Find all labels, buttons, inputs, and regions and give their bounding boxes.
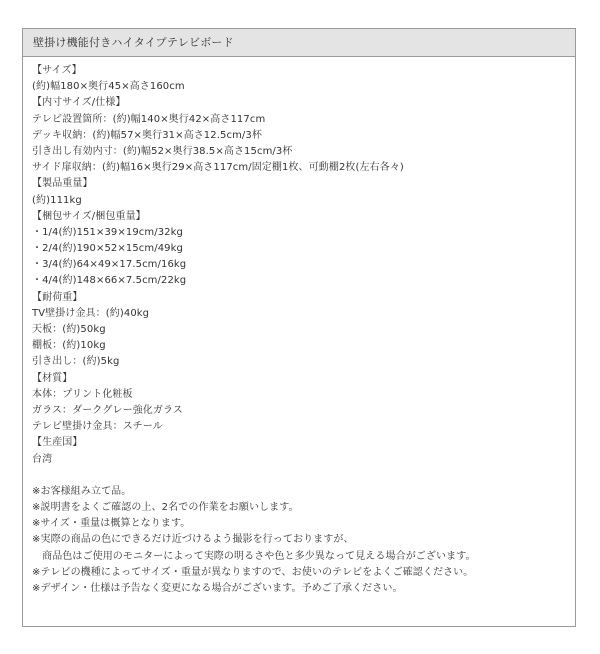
spec-line: デッキ収納：(約)幅57×奥行31×高さ12.5cm/3杯 xyxy=(32,129,262,141)
spec-line: ・1/4(約)151×39×19cm/32kg xyxy=(32,226,183,238)
spec-line: (約)111kg xyxy=(32,194,82,206)
spec-line: テレビ壁掛け金具：スチール xyxy=(32,421,163,433)
spec-line: 天板：(約)50kg xyxy=(32,324,106,335)
note-line: ※テレビの機種によってサイズ・重量が異なりますので、お使いのテレビをよくご確認ください。 xyxy=(32,566,474,578)
spec-line: 本体：プリント化粧板 xyxy=(32,388,133,400)
panel-body xyxy=(23,57,575,597)
spec-line: TV壁掛け金具：(約)40kg xyxy=(32,307,150,319)
note-line: ※デザイン・仕様は予告なく変更になる場合がございます。予めご了承ください。 xyxy=(32,583,403,594)
spec-line: 棚板：(約)10kg xyxy=(32,340,106,352)
spec-list xyxy=(32,63,575,468)
note-line: ※サイズ・重量は概算となります。 xyxy=(32,518,191,530)
spec-line: ・2/4(約)190×52×15cm/49kg xyxy=(32,243,183,255)
spec-line: 【サイズ】 xyxy=(32,65,82,76)
spec-line: 【耐荷重】 xyxy=(32,291,83,303)
note-line: 商品色はご使用のモニターによって実際の明るさや色と多少異なって見える場合がございます。 xyxy=(32,550,476,562)
spec-line: 【製品重量】 xyxy=(32,178,93,190)
spec-line: テレビ設置箇所：(約)幅140×奥行42×高さ117cm xyxy=(32,113,266,125)
spec-line: 台湾 xyxy=(32,453,53,465)
section-gap xyxy=(32,468,575,484)
spec-line: 【内寸サイズ/仕様】 xyxy=(32,97,126,109)
spec-line: サイド扉収納：(約)幅16×奥行29×高さ117cm/固定棚1枚、可動棚2枚(左右各々) xyxy=(32,162,404,174)
notes-list xyxy=(32,484,575,597)
product-spec-panel xyxy=(22,28,576,627)
note-line: ※実際の商品の色にできるだけ近づけるよう撮影を行っておりますが、 xyxy=(32,534,354,546)
spec-line: 引き出し：(約)5kg xyxy=(32,356,120,368)
spec-line: (約)幅180×奥行45×高さ160cm xyxy=(32,81,185,93)
spec-line: ガラス：ダークグレー強化ガラス xyxy=(32,404,183,416)
spec-line: 【材質】 xyxy=(32,372,73,384)
spec-line: 引き出し有効内寸：(約)幅52×奥行38.5×高さ15cm/3杯 xyxy=(32,145,293,157)
note-line: ※お客様組み立て品。 xyxy=(32,485,132,497)
note-line: ※説明書をよくご確認の上、2名での作業をお願いします。 xyxy=(32,502,299,514)
panel-title: 壁掛け機能付きハイタイプテレビボード xyxy=(23,29,575,57)
spec-line: 【生産国】 xyxy=(32,437,83,449)
spec-line: 【梱包サイズ/梱包重量】 xyxy=(32,210,146,222)
spec-line: ・3/4(約)64×49×17.5cm/16kg xyxy=(32,259,187,271)
spec-line: ・4/4(約)148×66×7.5cm/22kg xyxy=(32,275,187,287)
